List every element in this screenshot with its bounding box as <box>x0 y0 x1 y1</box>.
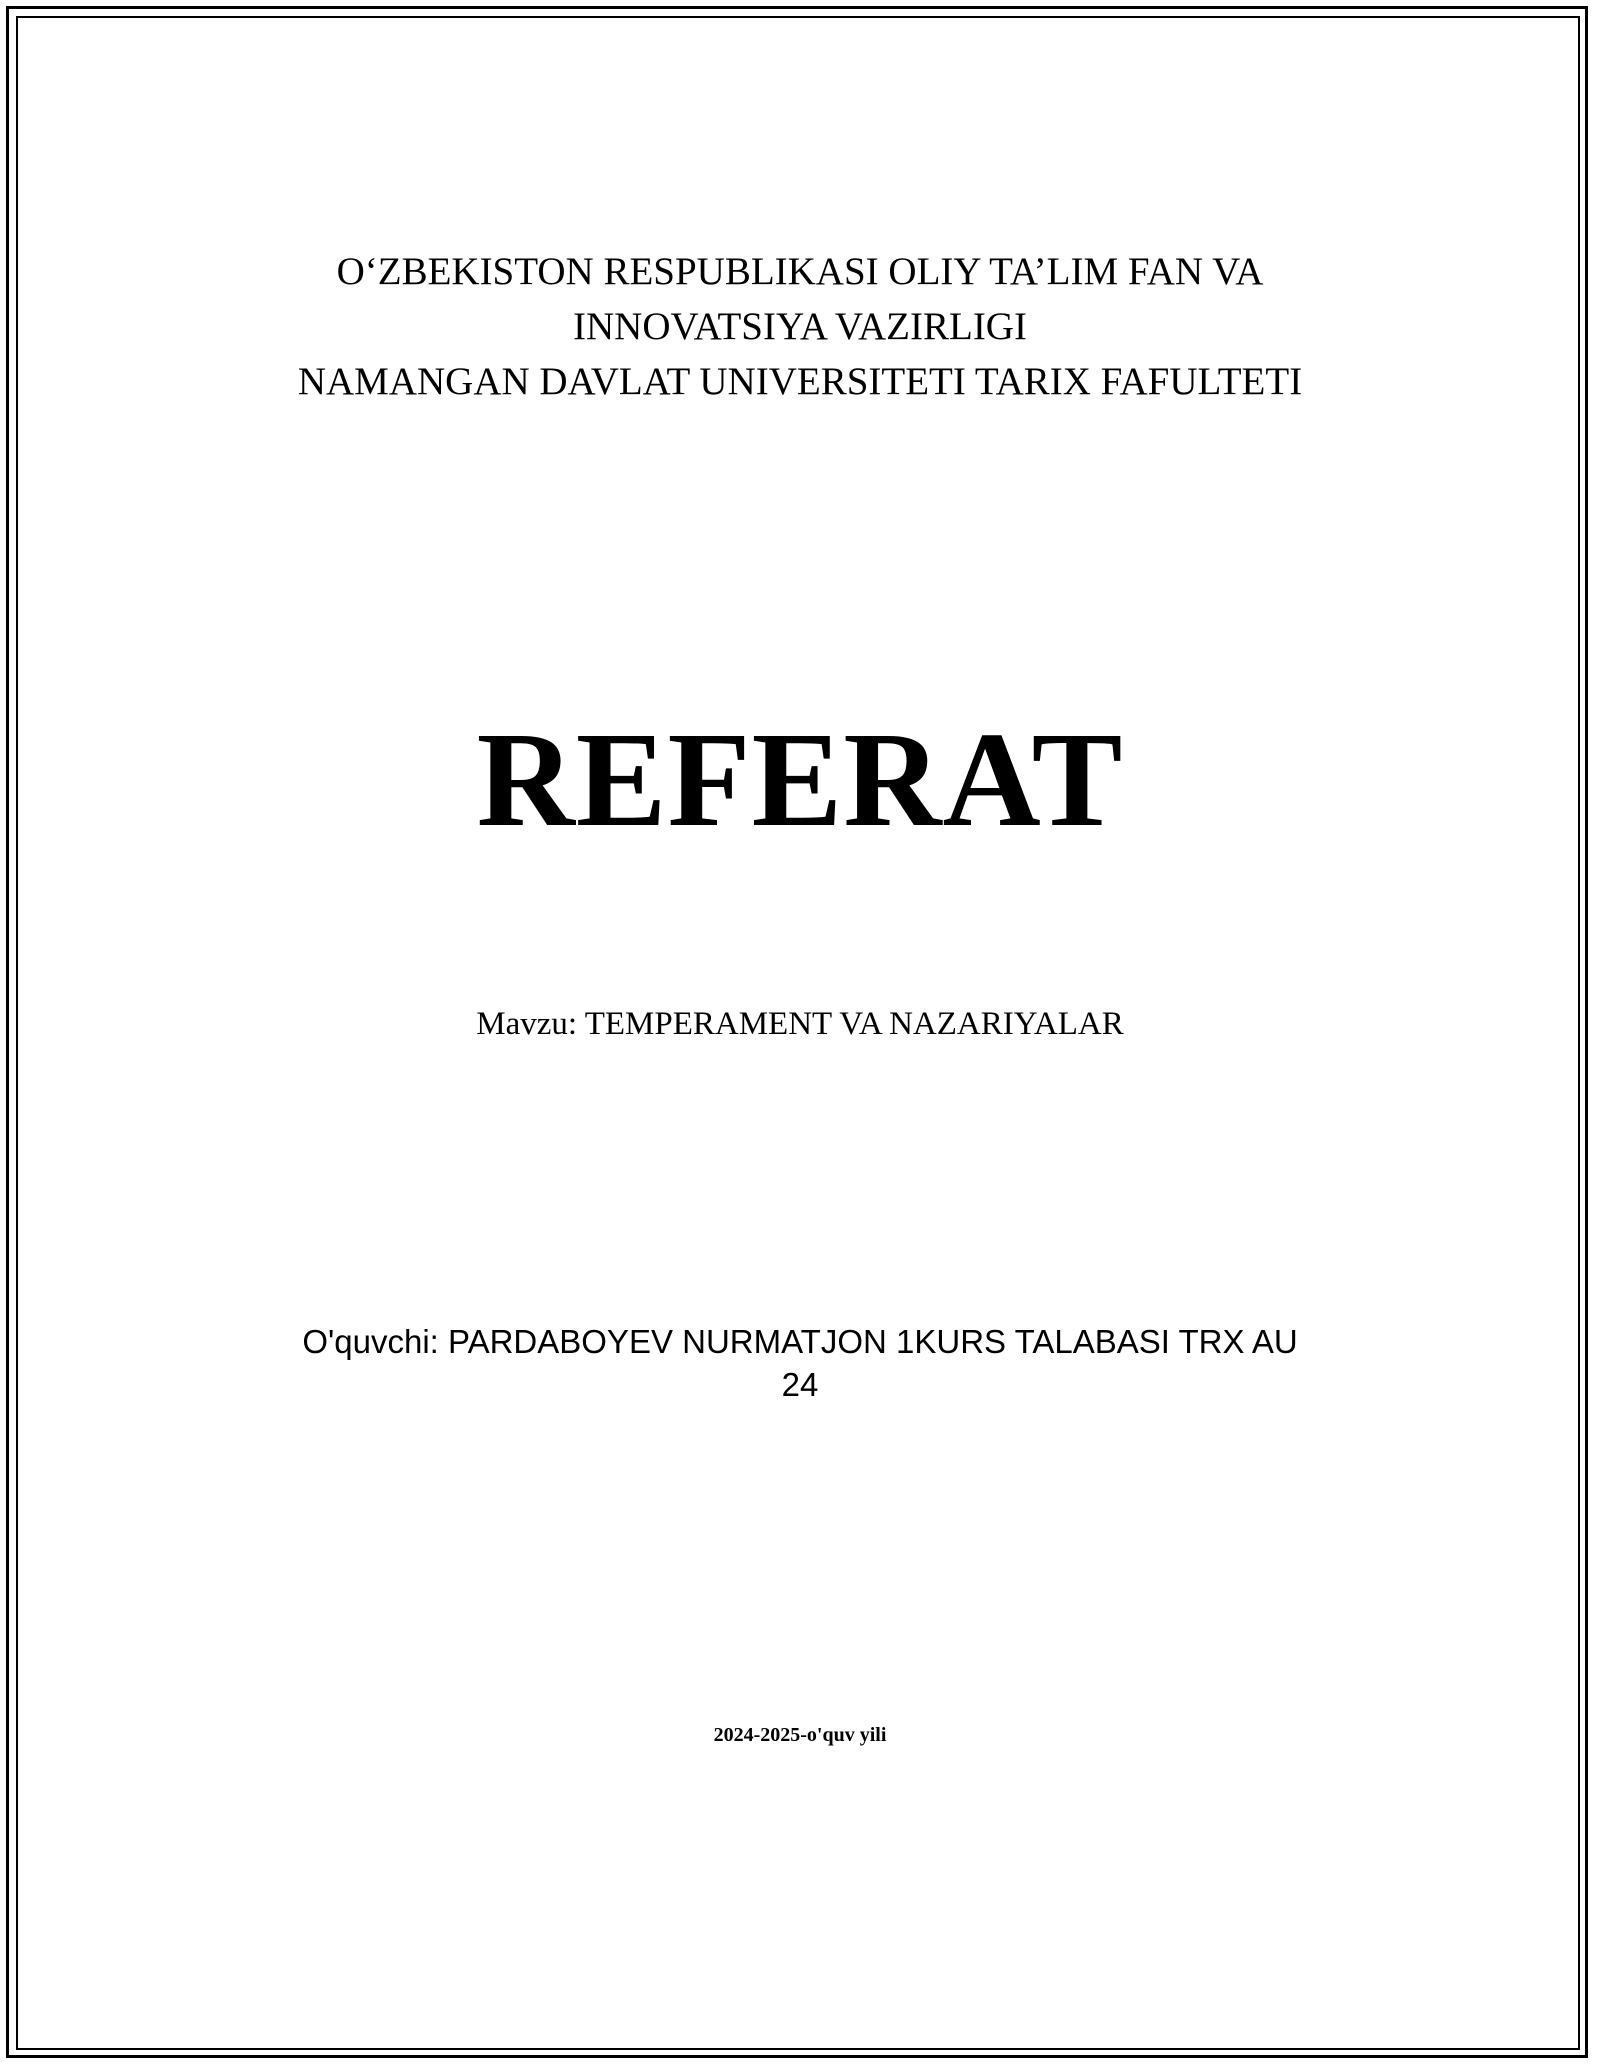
document-title: REFERAT <box>476 705 1124 855</box>
student-line-1: O'quvchi: PARDABOYEV NURMATJON 1KURS TALABASI TRX AU <box>302 1323 1298 1360</box>
student-line-2: 24 <box>781 1366 819 1403</box>
topic-line: Mavzu: TEMPERAMENT VA NAZARIYALAR <box>476 1006 1124 1042</box>
university-faculty-line: NAMANGAN DAVLAT UNIVERSITETI TARIX FAFULTETI <box>297 360 1303 403</box>
ministry-line-2: INNOVATSIYA VAZIRLIGI <box>573 305 1027 348</box>
ministry-line-1: O‘ZBEKISTON RESPUBLIKASI OLIY TA’LIM FAN VA <box>336 250 1264 293</box>
institution-heading <box>0 244 1600 409</box>
academic-year: 2024-2025-o'quv yili <box>713 1724 887 1746</box>
student-info <box>0 1320 1600 1406</box>
